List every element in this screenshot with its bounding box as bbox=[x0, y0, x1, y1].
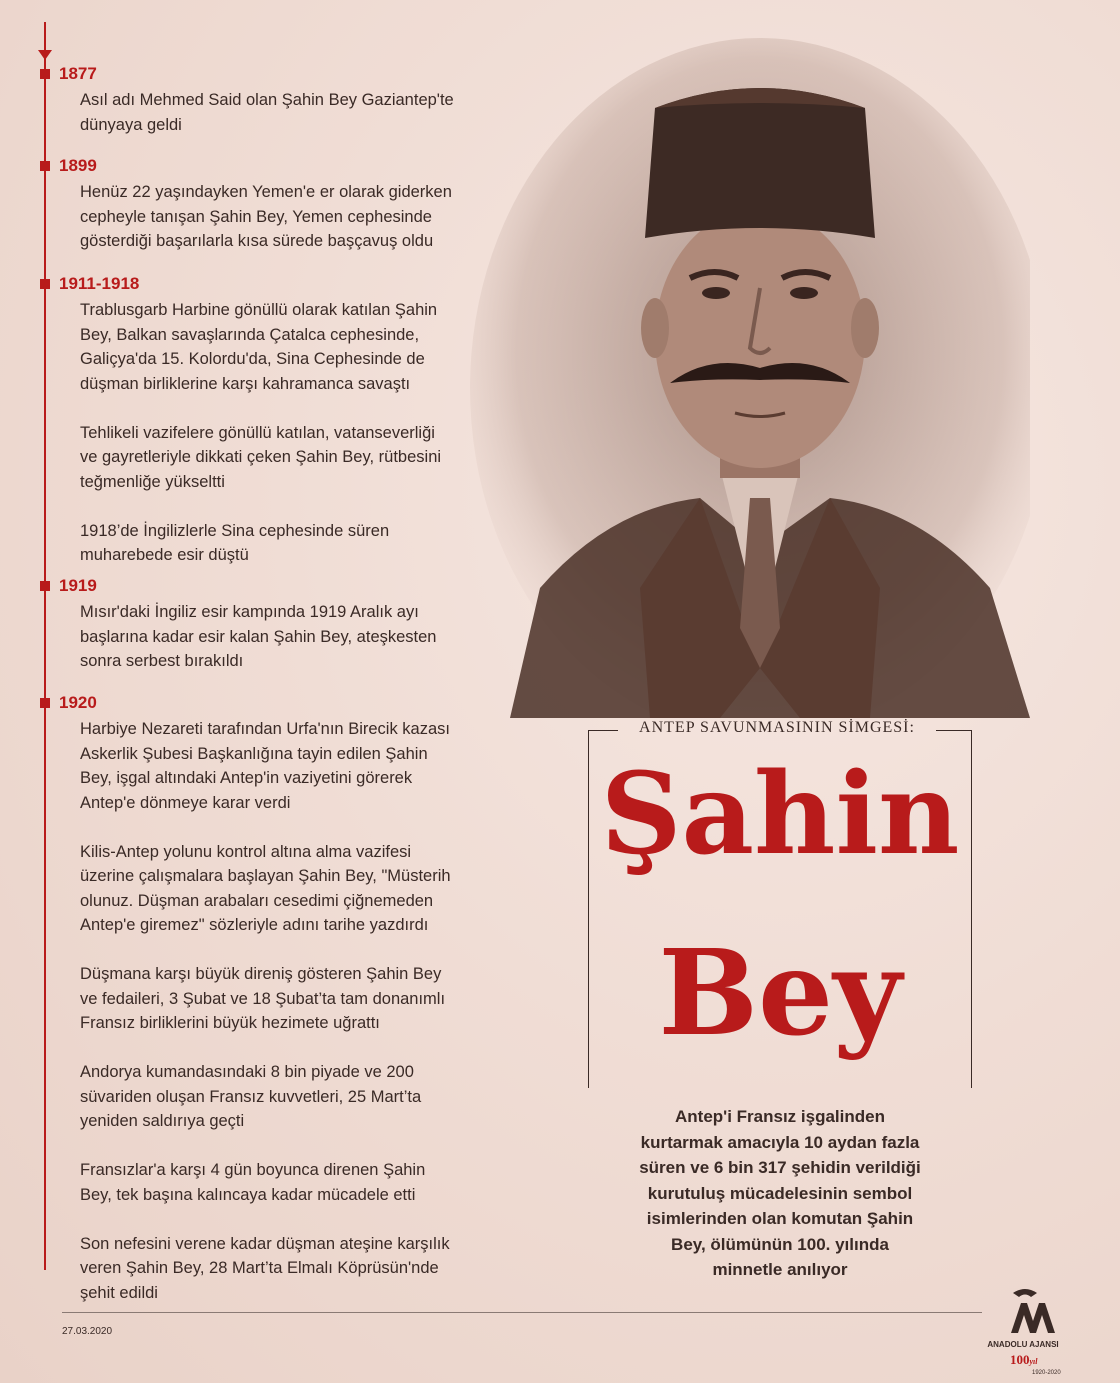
timeline-paragraph: Fransızlar'a karşı 4 gün boyunca direnen Şahin Bey, tek başına kalıncaya kadar mücadele etti bbox=[80, 1161, 426, 1204]
timeline-paragraph: Asıl adı Mehmed Said olan Şahin Bey Gaziantep'te dünyaya geldi bbox=[80, 91, 454, 134]
timeline-marker-icon bbox=[40, 581, 50, 591]
footer-divider bbox=[62, 1312, 982, 1313]
timeline-paragraph: Son nefesini verene kadar düşman ateşine karşılık veren Şahin Bey, 28 Mart’ta Elmalı Köprüsün'nde şehit edildi bbox=[80, 1234, 450, 1302]
timeline-arrow-icon bbox=[38, 50, 52, 60]
timeline-year: 1920 bbox=[59, 693, 97, 712]
anniversary-mark bbox=[1010, 1352, 1038, 1368]
agency-name: ANADOLU AJANSI bbox=[987, 1340, 1059, 1349]
title-line-1: Şahin bbox=[600, 749, 960, 880]
timeline-marker-icon bbox=[40, 161, 50, 171]
frame-top-right bbox=[936, 730, 972, 731]
title-line-2: Bey bbox=[658, 923, 902, 1062]
timeline-paragraph: 1918’de İngilizlerle Sina cephesinde süren muharebede esir düştü bbox=[80, 521, 390, 564]
timeline-paragraph: Andorya kumandasındaki 8 bin piyade ve 200 süvariden oluşan Fransız kuvvetleri, 25 Mart’ta yeniden saldırıya geçti bbox=[80, 1063, 422, 1130]
frame-top-left bbox=[588, 730, 618, 731]
anniversary-word: yıl bbox=[1029, 1357, 1038, 1366]
timeline-paragraph: Harbiye Nezareti tarafından Urfa'nın Birecik kazası Askerlik Şubesi Başkanlığına tayin edilen Şahin Bey, işgal altındaki Antep'in vaziyetini görerek Antep'e dönmeye karar verdi bbox=[80, 720, 450, 812]
anniversary-number: 100 bbox=[1010, 1352, 1030, 1367]
timeline-year: 1877 bbox=[59, 64, 97, 83]
timeline-paragraph: Düşmana karşı büyük direniş gösteren Şahin Bey ve fedaileri, 3 Şubat ve 18 Şubat’ta tam donanımlı Fransız birliklerini büyük hezimete uğrattı bbox=[80, 965, 446, 1032]
timeline-year: 1899 bbox=[59, 156, 97, 175]
timeline-marker-icon bbox=[40, 279, 50, 289]
summary-text: Antep'i Fransız işgalinden kurtarmak amacıyla 10 aydan fazla süren ve 6 bin 317 şehidin verildiği kurutuluş mücadelesinin sembol isimlerinden olan komutan Şahin Bey, ölümünün 100. yılında minnetle anılıyor bbox=[639, 1107, 921, 1279]
anniversary-years: 1920-2020 bbox=[1032, 1370, 1061, 1376]
timeline-paragraph: Trablusgarb Harbine gönüllü olarak katılan Şahin Bey, Balkan savaşlarında Çatalca cephesinde, Galiçya'da 15. Kolordu'da, Sina Cephesinde de düşman birliklerine karşı kahramanca savaştı bbox=[80, 301, 438, 393]
timeline-marker-icon bbox=[40, 698, 50, 708]
portrait-image bbox=[470, 28, 1030, 718]
timeline-paragraph: Kilis-Antep yolunu kontrol altına alma vazifesi üzerine çalışmalara başlayan Şahin Bey, "Müsterih olunuz. Düşman arabaları cesedimi çiğnemeden Antep'e giremez" sözleriyle adını tarihe yazdırdı bbox=[80, 842, 451, 934]
timeline-paragraph: Tehlikeli vazifelere gönüllü katılan, vatanseverliği ve gayretleriyle dikkati çeken Şahin Bey, rütbesini teğmenliğe yükseltti bbox=[80, 423, 442, 491]
timeline-marker-icon bbox=[40, 69, 50, 79]
publication-date: 27.03.2020 bbox=[62, 1326, 113, 1337]
timeline-paragraph: Mısır'daki İngiliz esir kampında 1919 Aralık ayı başlarına kadar esir kalan Şahin Bey, ateşkesten sonra serbest bırakıldı bbox=[80, 603, 437, 670]
timeline-year: 1911-1918 bbox=[59, 274, 140, 293]
timeline-year: 1919 bbox=[59, 576, 97, 595]
subtitle: ANTEP SAVUNMASININ SİMGESİ: bbox=[639, 719, 915, 736]
timeline-paragraph: Henüz 22 yaşındayken Yemen'e er olarak giderken cepheyle tanışan Şahin Bey, Yemen cephesinde gösterdiği başarılarla kısa sürede başçavuş oldu bbox=[80, 183, 452, 250]
